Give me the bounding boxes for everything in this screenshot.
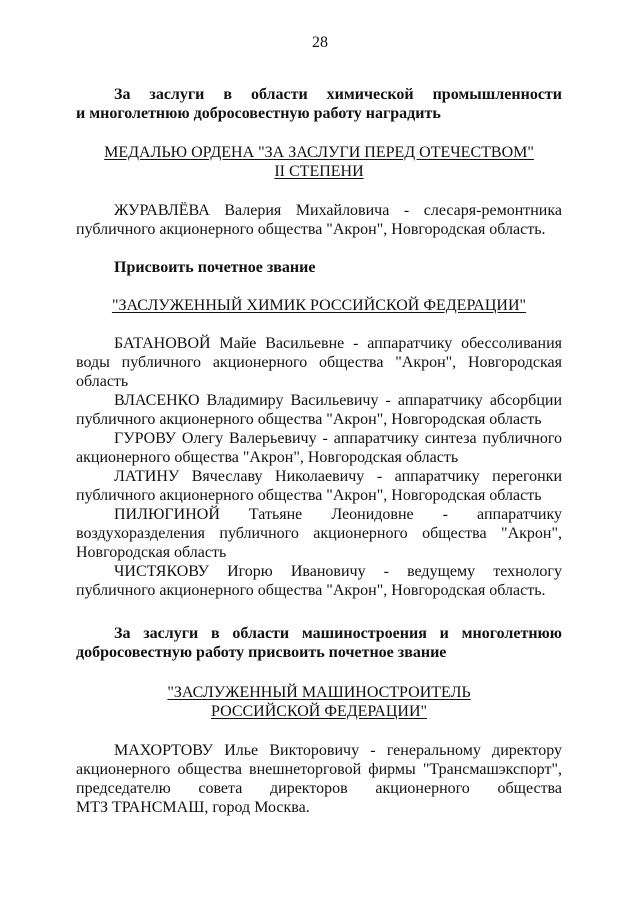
recipient-line: воды публичного акционерного общества "Акрон", Новгородская [76,354,562,371]
recipient-line: ЛАТИНУ Вячеславу Николаевичу - аппаратчику перегонки [114,468,562,485]
recipient-line: публичного акционерного общества "Акрон", Новгородская область. [76,582,546,599]
recipient-line: Новгородская область [76,544,227,561]
recipient-line: публичного акционерного общества "Акрон", Новгородская область [76,487,542,504]
honor-title [76,296,562,315]
engineering-intro-line-1: За заслуги в области машиностроения и многолетнюю [114,625,562,642]
engineering-title [76,683,562,721]
recipient-line: БАТАНОВОЙ Майе Васильевне - аппаратчику обессоливания [114,335,562,352]
recipient-line: публичного акционерного общества "Акрон", Новгородская область [76,411,542,428]
recipient-line: воздухоразделения публичного акционерного общества "Акрон", [76,525,562,542]
honor-title-line: "ЗАСЛУЖЕННЫЙ ХИМИК РОССИЙСКОЙ ФЕДЕРАЦИИ" [111,297,527,314]
honor-intro: Присвоить почетное звание [114,259,316,276]
award-title-line-1: МЕДАЛЬЮ ОРДЕНА "ЗА ЗАСЛУГИ ПЕРЕД ОТЕЧЕСТВОМ" [104,144,534,161]
engineering-recipient [76,741,562,817]
award-intro-line-1: За заслуги в области химической промышленности [114,86,562,103]
recipient-line: МТЗ ТРАНСМАШ, город Москва. [76,799,310,816]
honor-recipient [76,467,562,505]
award-title [76,143,562,181]
honor-recipient [76,505,562,562]
recipient-line: ЧИСТЯКОВУ Игорю Ивановичу - ведущему технологу [114,563,562,580]
engineering-intro-line-2: добросовестную работу присвоить почетное звание [76,644,447,661]
award-recipient-line-1: ЖУРАВЛЁВА Валерия Михайловича - слесаря-ремонтника [114,202,562,219]
recipient-line: ВЛАСЕНКО Владимиру Васильевичу - аппаратчику абсорбции [114,392,562,409]
engineering-intro [76,624,562,662]
page-number: 28 [312,34,328,51]
award-intro-line-2: и многолетнюю добросовестную работу наградить [76,105,441,122]
award-title-line-2: II СТЕПЕНИ [274,163,364,180]
honor-recipient-list [76,334,562,600]
recipient-line: акционерного общества внешнеторговой фирмы "Трансмашэкспорт", [76,761,562,778]
recipient-line: ГУРОВУ Олегу Валерьевичу - аппаратчику синтеза публичного [114,430,562,447]
award-recipient-line-2: публичного акционерного общества "Акрон", Новгородская область. [76,221,546,238]
recipient-line: акционерного общества "Акрон", Новгородская область [76,449,459,466]
recipient-line: председателю совета директоров акционерного общества [76,780,562,797]
honor-recipient [76,562,562,600]
recipient-line: область [76,373,129,390]
engineering-title-line-1: "ЗАСЛУЖЕННЫЙ МАШИНОСТРОИТЕЛЬ [167,684,471,701]
recipient-line: МАХОРТОВУ Илье Викторовичу - генеральному директору [114,742,562,759]
honor-recipient [76,334,562,391]
award-recipient [76,201,562,239]
recipient-line: ПИЛЮГИНОЙ Татьяне Леонидовне - аппаратчику [114,506,562,523]
engineering-title-line-2: РОССИЙСКОЙ ФЕДЕРАЦИИ" [210,703,428,720]
honor-recipient [76,429,562,467]
honor-recipient [76,391,562,429]
award-intro [76,85,562,123]
